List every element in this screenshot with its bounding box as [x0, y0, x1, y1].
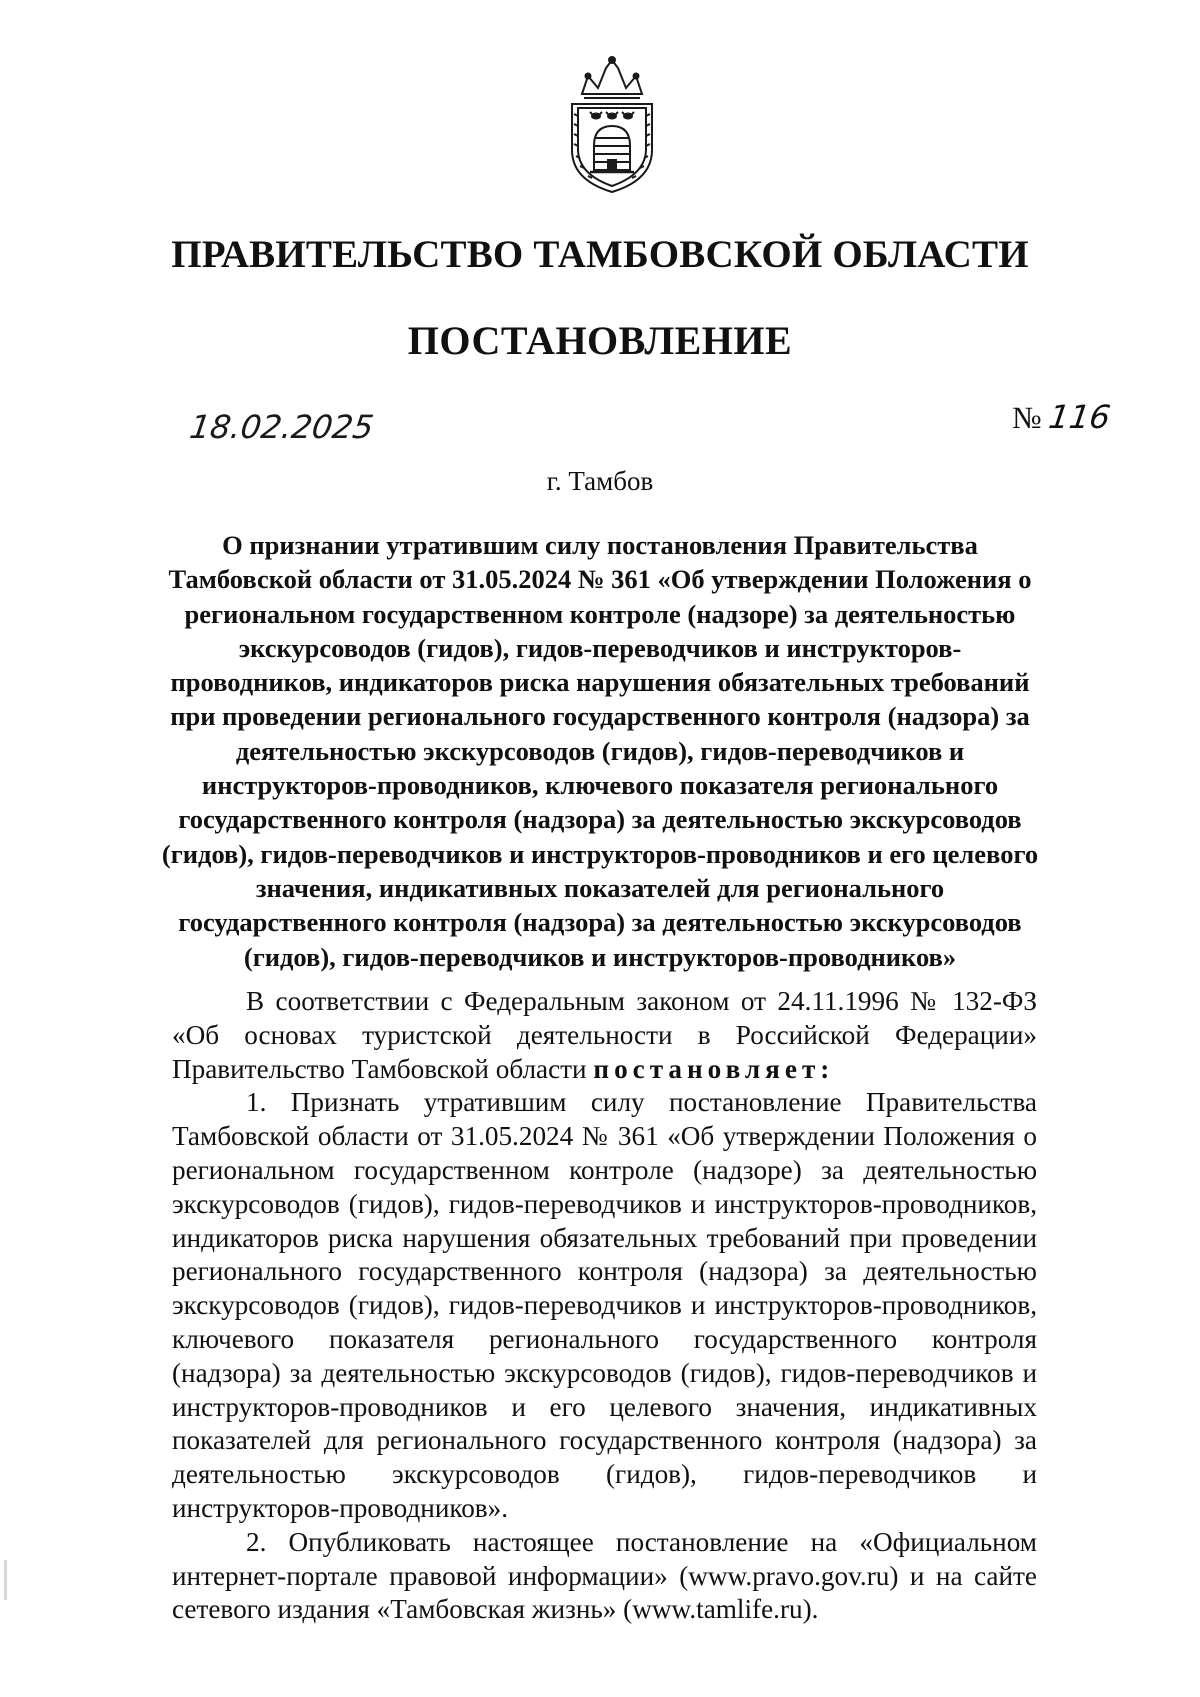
preamble-text: В соответствии с Федеральным законом от 24.11.1996 № 132-ФЗ «Об основах туристской деятельности в Российской Федерации» Правительство Тамбовской области: [172, 986, 1037, 1084]
document-number: [1012, 398, 1114, 436]
document-date: 18.02.2025: [187, 408, 376, 446]
item-2-paragraph: 2. Опубликовать настоящее постановление на «Официальном интернет-портале правовой информации» (www.pravo.gov.ru) и на сайте сетевого издания «Тамбовская жизнь» (www.tamlife.ru).: [172, 1526, 1037, 1625]
decree-word: постановляет:: [593, 1053, 835, 1084]
document-type-heading: ПОСТАНОВЛЕНИЕ: [407, 318, 793, 363]
number-value: 116: [1046, 398, 1114, 436]
item-1-paragraph: 1. Признать утратившим силу постановление Правительства Тамбовской области от 31.05.2024 № 361 «Об утверждении Положения о региональном государственном контроле (надзоре) за деятельностью экскурсоводов (гидов), гидов-переводчиков и инструкторов-проводников, индикаторов риска нарушения обязательных требований при проведении регионального государственного контроля (надзора) за деятельностью экскурсоводов (гидов), гидов-переводчиков и инструкторов-проводников, ключевого показателя регионального государственного контроля (надзора) за деятельностью экскурсоводов (гидов), гидов-переводчиков и инструкторов-проводников и его целевого значения, индикативных показателей для регионального государственного контроля (надзора) за деятельностью экскурсоводов (гидов), гидов-переводчиков и инструкторов-проводников».: [172, 1087, 1037, 1523]
city-name: г. Тамбов: [546, 466, 654, 496]
resolution-body: [172, 985, 1037, 1627]
government-name: ПРАВИТЕЛЬСТВО ТАМБОВСКОЙ ОБЛАСТИ: [171, 233, 1029, 276]
coat-of-arms-emblem: [560, 54, 664, 196]
number-label: №: [1012, 400, 1042, 435]
preamble-paragraph: [172, 985, 1037, 1086]
scan-edge-mark: [4, 1560, 7, 1600]
resolution-title: О признании утратившим силу постановления Правительства Тамбовской области от 31.05.2024 № 361 «Об утверждении Положения о региональном государственном контроле (надзоре) за деятельностью экскурсоводов (гидов), гидов-переводчиков и инструкторов-проводников, индикаторов риска нарушения обязательных требований при проведении регионального государственного контроля (надзора) за деятельностью экскурсоводов (гидов), гидов-переводчиков и инструкторов-проводников, ключевого показателя регионального государственного контроля (надзора) за деятельностью экскурсоводов (гидов), гидов-переводчиков и инструкторов-проводников и его целевого значения, индикативных показателей для регионального государственного контроля (надзора) за деятельностью экскурсоводов (гидов), гидов-переводчиков и инструкторов-проводников»: [161, 530, 1039, 972]
